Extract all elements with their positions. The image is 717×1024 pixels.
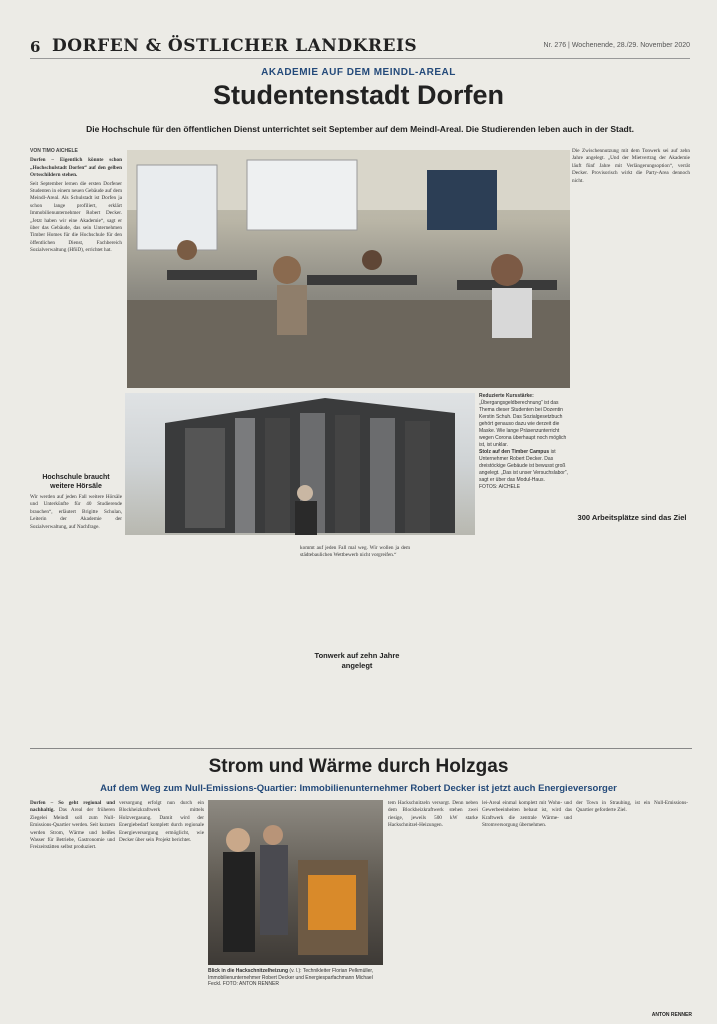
- caption-text: „Übergangsgeldberechnung“ ist das Thema dieser Studenten bei Dozentin Kerstin Schuh. Das Sozialgesetzbuch gehört genauso dazu wie derzeit die Maske. Wie lange Präsenzunterricht wegen Corona überhaupt noch möglich ist, ist unklar.: [479, 400, 567, 448]
- subheading: Hochschule braucht weitere Hörsäle: [42, 474, 110, 490]
- heating-photo: [208, 800, 383, 965]
- byline: VON TIMO AICHELE: [30, 148, 78, 154]
- article-column-2: [30, 470, 122, 740]
- column-text: Seit September lernen die ersten Dorfener Studenten in einem neuen Gebäude auf dem Meindl-Areal. Als Schulstadt ist Dorfen ja schon lange profiliert, erklärt Immobilienunternehmer Robert Decker. „Jetzt haben wir eine Akademie“, sagt er über das Gebäude, das sein Unternehmen Timber Homes für die Hochschule für den öffentlichen Dienst, Fachbereich Sozialverwaltung (HföD), errichtet hat.: [30, 180, 122, 254]
- classroom-photo: [127, 150, 570, 388]
- article2-column-1: [30, 800, 115, 1010]
- column-text: lei-Areal einmal komplett mit Wohn- und Gewerbeeinheiten bebaut ist, wird das Kraftwerk die zentrale Wärme- und Stromversorgung übernehmen.: [482, 800, 572, 829]
- article2-subhead: Auf dem Weg zum Null-Emissions-Quartier: Immobilienunternehmer Robert Decker ist jetzt auch Energieversorger: [100, 783, 617, 794]
- article-headline: Studentenstadt Dorfen: [212, 80, 504, 110]
- heating-photo-caption: [208, 968, 383, 988]
- author-signature: ANTON RENNER: [651, 1012, 692, 1018]
- building-photo: [125, 393, 475, 535]
- caption-text: (v. l.): Technikleiter Florian Pelkmüller, Immobilienunternehmer Robert Decker und Energiesparfachmann Michael Feckl.: [208, 968, 374, 987]
- column-text: der Town in Straubing, ist ein Null-Emissions-Quartier geforderte Ziel.: [576, 800, 688, 814]
- caption2-heading: Stolz auf den Timber Campus: [479, 449, 550, 455]
- photo-credit: FOTOS: AICHELE: [479, 484, 521, 490]
- section-title: DORFEN & ÖSTLICHER LANDKREIS: [52, 36, 418, 56]
- caption-heading: Blick in die Hackschnitzelheizung: [208, 968, 289, 974]
- photo-caption: [479, 393, 569, 548]
- building-illustration: [125, 393, 475, 535]
- article-column-3: [300, 545, 410, 645]
- article2-column-2: [119, 800, 204, 1010]
- column-text: Die Zwischennutzung mit dem Tonwerk sei auf zehn Jahre angelegt. „Und der Mietvertrag der Akademie läuft fünf Jahre mit Verlängerungsoption“, verrät Decker. Provisorisch wirkt die Party-Area dennoch nicht.: [572, 148, 690, 184]
- page-header: [30, 36, 690, 59]
- column-text: versorgung erfolgt nun durch ein Blockheizkraftwerk mittels Holzvergasung. Damit wird der Energiebedarf komplett durch regionale Energieversorgung ermöglicht, wie Decker über sein Projekt berichtet.: [119, 800, 204, 844]
- divider: [30, 748, 692, 749]
- article-column-right: [572, 148, 690, 508]
- column-text: Wir werden auf jeden Fall weitere Hörsäle und Unterkünfte für 40 Studierende brauchen“, erläutert Brigitte Schulan, Leiterin der Akademie der Sozialverwaltung, auf Nachfrage.: [30, 494, 122, 530]
- page-number: 6: [30, 38, 41, 56]
- lead-text: Dorfen – Eigentlich könnte schon „Hochschulstadt Dorfen“ auf den gelben Ortsschildern stehen.: [30, 157, 122, 179]
- photo-credit: FOTO: ANTON RENNER: [222, 981, 279, 987]
- lead-text: Dorfen – So geht regional und nachhaltig.: [30, 800, 115, 814]
- article-kicker: AKADEMIE AUF DEM MEINDL-AREAL: [261, 67, 456, 78]
- column-text: kommt auf jeden Fall mal weg. Wir wollen ja dem städtebaulichen Wettbewerb nicht vorgreifen.“: [300, 545, 410, 559]
- caption2-text: ist Unternehmer Robert Decker. Das dreistöckige Gebäude ist bewusst groß angelegt. „Das ist unser Versuchslabor“, sagt er über das Modul-Haus.: [479, 449, 568, 483]
- column-text: Das Areal der früheren Ziegelei Meindl soll zum Null-Emissions-Quartier werden. Seit kurzem werden Strom, Wärme und heißes Wasser für Betriebe, Gastronomie und Freizeitstätten selbst produziert.: [30, 807, 115, 851]
- subheading-middle: Tonwerk auf zehn Jahre angelegt: [314, 651, 400, 670]
- heating-illustration: [208, 800, 383, 965]
- article2-column-5: [482, 800, 572, 1010]
- article-column-1: [30, 148, 122, 383]
- article2-headline: Strom und Wärme durch Holzgas: [208, 756, 509, 777]
- article2-column-4: [388, 800, 478, 1010]
- subheading-right: 300 Arbeitsplätze sind das Ziel: [577, 513, 687, 522]
- article-subhead: Die Hochschule für den öffentlichen Dienst unterrichtet seit September auf dem Meindl-Areal. Die Studierenden leben auch in der Stadt.: [86, 124, 634, 134]
- article2-column-6: [576, 800, 688, 1005]
- column-text: tem Hackschnitzeln versorgt. Denn neben dem Blockheizkraftwerk stehen zwei riesige, jeweils 500 kW starke Hackschnitzel-Heizungen.: [388, 800, 478, 829]
- classroom-illustration: [127, 150, 570, 388]
- caption-heading: Reduzierte Kursstärke:: [479, 393, 534, 399]
- issue-info: Nr. 276 | Wochenende, 28./29. November 2020: [543, 42, 690, 49]
